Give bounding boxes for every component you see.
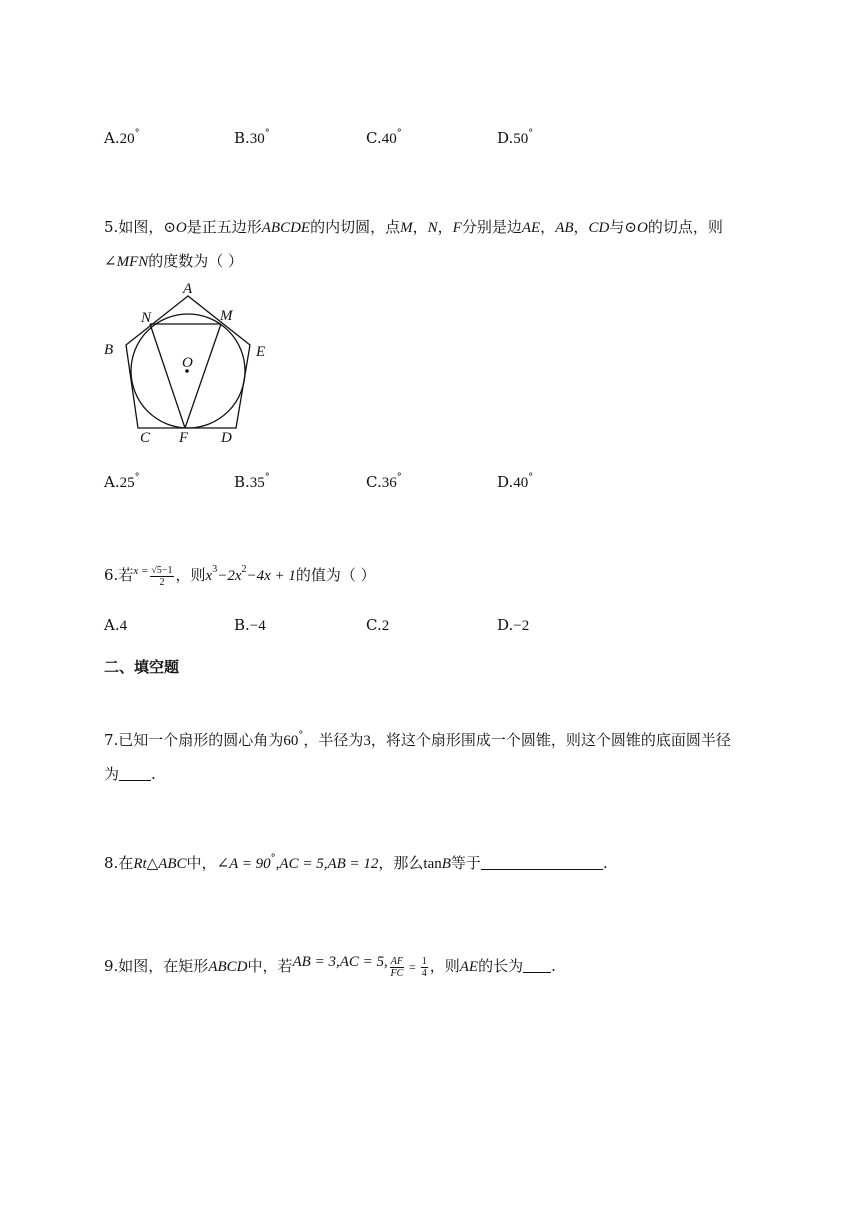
label-a: A xyxy=(183,282,193,297)
label-o: O xyxy=(182,355,193,371)
segment-nf xyxy=(150,324,185,428)
q6-option-b: B.−4 xyxy=(234,616,266,634)
label-d: D xyxy=(221,430,232,446)
q9-ratio-fraction: $\frac{AF}{FC}$ xyxy=(390,955,404,979)
q4-option-d: D.50° xyxy=(497,128,534,147)
q6-fraction: $\frac{√5-1}{2}$ xyxy=(151,564,173,588)
q4-option-a: A.20° xyxy=(104,128,140,147)
label-c: C xyxy=(140,430,151,446)
section-heading: 二、填空题 xyxy=(104,658,180,676)
q9-value-fraction: $\frac{1}{4}$ xyxy=(421,955,427,979)
label-m: M xyxy=(220,308,233,324)
label-n: N xyxy=(141,310,152,326)
q5-stem-line2: ∠MFN的度数为（ ） xyxy=(104,252,244,270)
q9-answer-blank[interactable] xyxy=(523,958,551,973)
q8-stem: 8.在Rt△ABC中，∠A = 90°,AC = 5,AB = 12，那么tanB等于 . xyxy=(104,853,608,872)
circle-symbol: ⊙ xyxy=(163,218,176,236)
q6-stem: 6.若$^{x =}$ $\frac{√5-1}{2}$ ，则$x^3-2x^2-4x + 1$的值为（ ） xyxy=(104,564,376,588)
q5-pentagon-figure xyxy=(100,282,280,447)
q6-option-c: C.2 xyxy=(366,616,390,634)
q5-option-d: D.40° xyxy=(497,472,534,491)
q5-stem-line1: 5.如图，⊙O是正五边形ABCDE的内切圆，点M，N，F分别是边AE，AB，CD与⊙O的切点，则 xyxy=(104,218,723,236)
q6-option-a: A.4 xyxy=(104,616,128,634)
q6-option-d: D.−2 xyxy=(497,616,530,634)
q9-stem: 9.如图，在矩形ABCD中，若AB = 3,AC = 5, $\frac{AF}{FC}$ = $\frac{1}{4}$ ，则AE的长为 . xyxy=(104,954,556,979)
label-f: F xyxy=(179,430,189,446)
q4-option-b: B.30° xyxy=(234,128,270,147)
segment-mf xyxy=(185,324,221,428)
q8-answer-blank[interactable] xyxy=(481,855,603,870)
q7-line1: 7.已知一个扇形的圆心角为60°，半径为3，将这个扇形围成一个圆锥，则这个圆锥的底面圆半径 xyxy=(104,730,731,749)
q7-answer-blank[interactable] xyxy=(119,766,151,781)
label-b: B xyxy=(104,342,114,358)
q5-option-a: A.25° xyxy=(104,472,140,491)
q4-option-c: C.40° xyxy=(366,128,402,147)
q5-option-b: B.35° xyxy=(234,472,270,491)
q7-line2: 为 . xyxy=(104,765,156,783)
label-e: E xyxy=(256,344,266,360)
circle-symbol: ⊙ xyxy=(624,218,637,236)
q5-option-c: C.36° xyxy=(366,472,402,491)
